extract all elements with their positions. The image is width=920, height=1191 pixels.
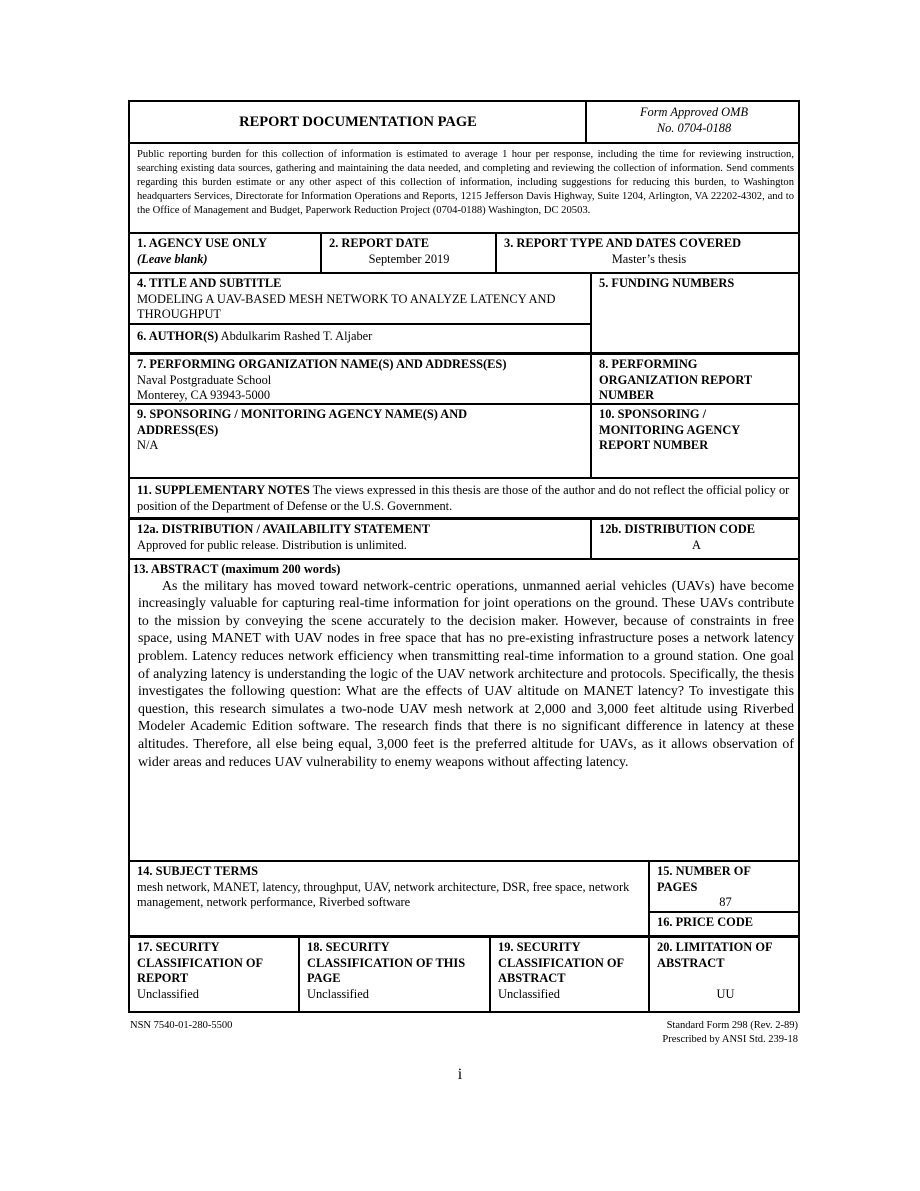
report-type-label: 3. REPORT TYPE AND DATES COVERED xyxy=(504,236,742,250)
sponsoring-agency-value: N/A xyxy=(137,438,159,453)
subject-terms-label: 14. SUBJECT TERMS xyxy=(137,864,259,878)
form-approved-line2: No. 0704-0188 xyxy=(656,120,732,135)
field-report-type xyxy=(497,234,800,272)
agency-use-label: 1. AGENCY USE ONLY xyxy=(137,236,267,250)
classification-page-label: 18. SECURITY CLASSIFICATION OF THIS PAGE xyxy=(307,940,466,986)
agency-use-value: (Leave blank) xyxy=(137,251,208,266)
field-agency-use xyxy=(130,234,320,272)
classification-report-label: 17. SECURITY CLASSIFICATION OF REPORT xyxy=(137,940,263,986)
report-date-value: September 2019 xyxy=(368,251,450,266)
prescribed-by: Prescribed by ANSI Std. 239-18 xyxy=(662,1034,798,1045)
field-classification-report xyxy=(130,938,298,1013)
form-title-text: REPORT DOCUMENTATION PAGE xyxy=(239,114,477,130)
burden-statement xyxy=(130,144,800,232)
funding-label: 5. FUNDING NUMBERS xyxy=(599,276,735,290)
field-performing-report xyxy=(592,355,800,403)
field-classification-page xyxy=(300,938,489,1013)
classification-abstract-label: 19. SECURITY CLASSIFICATION OF ABSTRACT xyxy=(498,940,624,986)
abstract-label: 13. ABSTRACT (maximum 200 words) xyxy=(133,562,341,576)
supplementary-notes-label: 11. SUPPLEMENTARY NOTES xyxy=(137,483,310,497)
classification-page-value: Unclassified xyxy=(307,986,369,1001)
distribution-code-value: A xyxy=(692,537,701,552)
field-distribution-statement xyxy=(130,520,590,558)
distribution-statement-label: 12a. DISTRIBUTION / AVAILABILITY STATEMENT xyxy=(137,522,430,536)
field-title xyxy=(130,274,590,323)
field-sponsoring-report xyxy=(592,405,800,477)
field-funding xyxy=(592,274,800,352)
field-distribution-code xyxy=(592,520,800,558)
title-value: MODELING A UAV-BASED MESH NETWORK TO ANALYZE LATENCY AND THROUGHPUT xyxy=(137,291,556,322)
form-approved-line1: Form Approved OMB xyxy=(639,105,749,119)
performing-org-line2: Monterey, CA 93943-5000 xyxy=(137,388,271,403)
field-author xyxy=(130,325,590,352)
field-supplementary-notes xyxy=(130,479,800,517)
field-report-date xyxy=(322,234,495,272)
author-value: Abdulkarim Rashed T. Aljaber xyxy=(220,329,373,343)
distribution-code-label: 12b. DISTRIBUTION CODE xyxy=(599,522,755,536)
field-sponsoring-agency xyxy=(130,405,590,477)
field-number-of-pages xyxy=(650,862,800,911)
limitation-abstract-label: 20. LIMITATION OF ABSTRACT xyxy=(657,940,773,970)
field-limitation-abstract xyxy=(650,938,800,1013)
nsn-number: NSN 7540-01-280-5500 xyxy=(130,1020,233,1031)
report-type-value: Master’s thesis xyxy=(611,251,687,266)
performing-org-label: 7. PERFORMING ORGANIZATION NAME(S) AND ADDRESS(ES) xyxy=(137,357,507,371)
page-number: i xyxy=(457,1066,463,1083)
subject-terms-value: mesh network, MANET, latency, throughput, UAV, network architecture, DSR, free space, network management, network performance, Riverbed software xyxy=(137,879,630,910)
field-price-code xyxy=(650,913,800,935)
limitation-abstract-value: UU xyxy=(716,987,735,1001)
field-subject-terms xyxy=(130,862,648,935)
field-abstract xyxy=(130,560,800,860)
sponsoring-report-label: 10. SPONSORING / MONITORING AGENCY REPORT NUMBER xyxy=(599,407,740,453)
abstract-text: As the military has moved toward network-centric operations, unmanned aerial vehicles (UAVs) have become increasingly valuable for capturing real-time information for joint operations on the ground. These UAVs contribute to the mission by conveying the scene accurately to the decision maker. However, because of constraints in free space, using MANET with UAV nodes in free space that has no pre-existing infrastructure poses a network latency problem. Latency reduces network efficiency when transmitting real-time information to a ground station. One goal of analyzing latency is understanding the logic of the UAV network architecture and protocols. Specifically, the thesis investigates the following question: What are the effects of UAV altitude on MANET latency? To investigate this question, this research simulates a two-node UAV mesh network at 2,000 and 3,000 feet altitude using Riverbed Modeler Academic Edition software. The research finds that there is no significant difference in latency at these altitudes. Therefore, all else being equal, 3,000 feet is the preferred altitude for UAVs, as it allows observation of wider areas and reduces UAV vulnerability to enemy weapons without affecting latency. xyxy=(138,578,794,770)
field-performing-org xyxy=(130,355,590,403)
price-code-label: 16. PRICE CODE xyxy=(657,915,754,929)
report-documentation-form xyxy=(128,100,800,1013)
supplementary-notes-value: The views expressed in this thesis are those of the author and do not reflect the official policy or position of the Department of Defense or the U.S. Government. xyxy=(137,483,790,513)
report-date-label: 2. REPORT DATE xyxy=(329,236,429,250)
burden-statement-text: Public reporting burden for this collection of information is estimated to average 1 hour per response, including the time for reviewing instruction, searching existing data sources, gathering and maintaining the data needed, and completing and reviewing the collection of information. Send comments regarding this burden estimate or any other aspect of this collection of information, including suggestions for reducing this burden, to Washington headquarters Services, Directorate for Information Operations and Reports, 1215 Jefferson Davis Highway, Suite 1204, Arlington, VA 22202-4302, and to the Office of Management and Budget, Paperwork Reduction Project (0704-0188) Washington, DC 20503. xyxy=(137,149,794,217)
standard-form: Standard Form 298 (Rev. 2-89) xyxy=(666,1020,798,1031)
performing-org-line1: Naval Postgraduate School xyxy=(137,372,272,387)
form-title xyxy=(130,102,585,142)
sponsoring-agency-label: 9. SPONSORING / MONITORING AGENCY NAME(S) AND ADDRESS(ES) xyxy=(137,407,468,437)
field-classification-abstract xyxy=(491,938,648,1013)
author-label: 6. AUTHOR(S) xyxy=(137,329,219,343)
title-label: 4. TITLE AND SUBTITLE xyxy=(137,276,282,290)
performing-report-label: 8. PERFORMING ORGANIZATION REPORT NUMBER xyxy=(599,357,752,403)
number-of-pages-label: 15. NUMBER OF PAGES xyxy=(657,864,751,894)
classification-abstract-value: Unclassified xyxy=(498,986,560,1001)
classification-report-value: Unclassified xyxy=(137,986,199,1001)
distribution-statement-value: Approved for public release. Distribution is unlimited. xyxy=(137,537,407,552)
form-approved-box xyxy=(587,102,800,142)
number-of-pages-value: 87 xyxy=(719,895,732,910)
